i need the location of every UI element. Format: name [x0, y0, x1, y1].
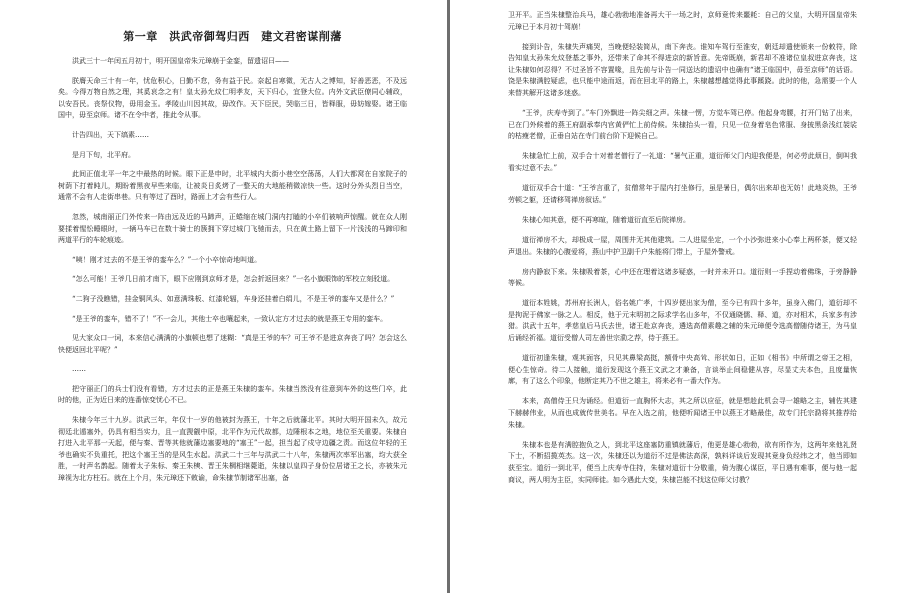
right-page — [450, 0, 899, 593]
paragraph: 把守丽正门的兵士们没有看错，方才过去的正是燕王朱棣的銮车。朱棣当然没有往意到车外的这些门卒，此时的他，正为近日来的连番惊变忧心不已。 — [58, 384, 407, 405]
paragraph: 见大家众口一词，本来信心满满的小旗顿也想了迷糊：“真是王爷的车？可王爷不是进京奔丧了吗？怎会这么快便返回北平呢？” — [58, 334, 407, 354]
paragraph: 计告四出，天下缟素…… — [72, 130, 149, 139]
paragraph: 朱棣本也是有满腔抱负之人，到北平这座塞防重镇就藩后，他更是雄心勃勃，欲有所作为，这两年来他礼贤下士，不断招揽英杰。这一次，朱棣还以为道衍不过是佛法高深，孰料详谈后发现其竟身负经纬之才，他当即如获至宝。道衍一到北平，便当上庆寿寺住持，朱棣对道衍十分敬重，倚为腹心谋臣，平日遇有难事，便与他一起商议，两人明为主臣，实同师徒。如今遇此大变，朱棣岂能不找这位师父讨教？ — [508, 440, 857, 484]
paragraph: 此间正值北平一年之中最热的时候。眼下正是申时，北平城内大街小巷空空荡荡，人们大都窝在自家院子的树荫下打着盹儿，期盼着黑夜早些来临，让被炎日炙烤了一整天的大地能稍微凉快一些。这时分外头烈日当空，通常不会有人走街串巷。只有等过了酉时，路面上才会有些行人。 — [58, 170, 407, 202]
left-page — [0, 0, 447, 593]
paragraph: 朱棣今年三十九岁。洪武三年，年仅十一岁的他被封为燕王，十年之后就藩北平。其时大明开国未久，故元彻廷北遁塞外，仍具有相当实力，且一直觊觎中原，北平作为元代故都，边陲根本之地，地位至关重要。朱棣自打进入北平那一天起，便与秦、晋等其他就藩边塞要地的“塞王”一起，担当起了戍守边疆之责。而这位年轻的王爷也确实不负重托，把这个塞王当的是风生水起。洪武二十三年与洪武二十八年，朱棣两次率军出塞，均大获全胜，一时声名鹊起。随着太子朱标、秦王朱樉、晋王朱棡相继薨逝，朱棣以皇四子身份位居诸王之长，亦被朱元璋视为北方柱石。就在上个月，朱元璋还下敕谕，命朱棣节制诸军出塞，备 — [58, 416, 407, 483]
paragraph: “怎么可能！王爷几日前才南下，眼下应刚到京师才是，怎会折返回来？”一名小旗眼饰的军校立刻驳道。 — [72, 275, 395, 284]
paragraph: 朱棣心知其意，便不再寒暄，随着道衍直至后院禅房。 — [522, 215, 690, 224]
paragraph: 是月下旬，北平府。 — [72, 150, 135, 159]
paragraph: 朕膺天命三十有一年，忧危积心，日勤不怠，务有益于民。奈起自寒微，无古人之博知，好善恶恶，不及远矣。今得万物自然之理，其奚哀念之有！皇太孙允炆仁明孝友，天下归心，宜登大位。内外文武臣僚同心辅政，以安吾民。丧祭仪物，毋用金玉。孝陵山川因其故，毋改作。天下臣民，哭临三日，皆释服，毋妨嫁娶。诸王临国中，毋至京师。诸不在令中者，推此令从事。 — [58, 76, 407, 120]
paragraph: 忽然，城南丽正门外传来一阵由远及近的马蹄声，正蜷缩在城门洞内打瞌的小卒们被响声惊醒。就在众人刚要揉着惺忪睡眼时，一辆马车已在数十骑士的簇拥下穿过城门飞驰而去，只在黄土路上留下一片浅浅的马蹄印和两道平行的车轮痕迹。 — [58, 212, 407, 245]
chapter-title: 第一章 洪武帝御驾归西 建文君密谋削藩 — [123, 30, 342, 43]
paragraph: 卫开平。正当朱棣整治兵马，雄心勃勃地准备再大干一场之时，京师竟传来噩耗：自己的父皇，大明开国皇帝朱元璋已于本月初十驾崩！ — [508, 11, 857, 31]
paragraph: 道衍禅房不大，却极成一屋，周围井无其他建筑。二人进屋坐定，一个小沙弥进来小心奉上两杯茶，便又轻声退出。朱棣的心腹爱将，燕山中护卫副千户朱能将门带上，于屋外警戒。 — [508, 235, 857, 256]
paragraph: “二狗子没瞧错，挂金铜风头、如意满珠板、红漆轮辐，车身还挂着白绢儿，不是王爷的銮车又是什么？” — [72, 294, 395, 303]
paragraph: 本来，高僧侍王只为诵经。但道衍一直胸怀大志，其之所以应征，就是想趁此机会寻一雄略之主，辅佐其建下赫赫伟业，从而也成就传世美名。早在入选之前，他便听闻诸王中以燕王才略最佳，故专门托宗泐将其推荐给朱棣。 — [508, 397, 857, 429]
paragraph: “咦！刚才过去的不是王爷的銮车么？”一个小卒惊奇地叫道。 — [72, 255, 262, 264]
paragraph: 洪武三十一年闰五月初十，明开国皇帝朱元璋崩于金銮，留遗诏曰—— — [72, 57, 289, 65]
paragraph: 道衍双手合十道：“王爷言重了，贫僧常年于屋内打坐修行，虽是暑日，偶尔出来却也无妨！此地炎热，王爷劳顿之躯，还请移驾禅房叙话。” — [508, 184, 857, 204]
paragraph: 朱棣急忙上前，双手合十对着老僧行了一礼道：“暑气正重，道衍师父门内迎我便是，何必劳此烦日，倒叫我看实过意不去。” — [508, 152, 857, 173]
right-page-text — [508, 10, 857, 486]
paragraph: 道衍初逢朱棣，观其面容，只见其鼻梁高挺，额骨中央高耸、形状如日，正如《相书》中所谓之帝王之相，便心生惊奇。待二人接触，道衍发现这个燕王文武之才兼备，言谈举止间稳健从容，尽显丈夫本色，且度量恢廓，有了这么个印象，他断定其乃不世之雄主，将来必有一番大作为。 — [508, 354, 857, 386]
paragraph: 道衍本姓姚，苏州府长洲人，俗名姚广孝，十四岁便出家为僧，至今已有四十多年，虽身入佛门，道衍却不是拘泥于佛家一脉之人。相反，他于元末明初之际求学名山多年，不仅通晓儒、释、道，亦对相术，兵家多有涉猎。洪武十五年，孝慈皇后马氏去世，诸王赴京奔丧，遴选高僧素趣之辅的朱元璋便令选高僧随侍诸王，为马皇后诵经祈福。道衍受僧人司左善世宗泐之荐，侍于燕王。 — [508, 299, 857, 343]
paragraph: “是王爷的銮车，错不了！”不一会儿，其他士卒也嚷起来，一致认定方才过去的就是燕王专用的銮车。 — [72, 314, 388, 323]
paragraph: 房内静寂下来。朱棣吸着茶，心中还在理着这诸多疑惑，一时并未开口。道衍则一手捏动着佛珠，于旁静静等候。 — [508, 267, 857, 288]
left-page-text — [58, 56, 407, 485]
paragraph: 接到讣告，朱棣失声痛哭，当晚便轻装简从，南下奔丧。谁知车驾行至淮安，朝廷却遣使颁来一份敕符，除告知皇太孙朱允炆登基之事外，还带来了命其不得进京的新旨意。先帝既崩，新君却不准诸位皇叔进京奔丧，这让朱棣如何忍得？不过圣旨不容置喙，且先前与讣告一同送达的遗诏中也确有“诸王临国中，毋至京师”的话语。饶是朱棣满腔疑虑，也只能中途而返，而在回北平的路上，朱棣越想越觉得此事蹊跷。此时的他，急需要一个人来替其解开这诸多迷惑。 — [508, 42, 857, 98]
paragraph: …… — [72, 365, 86, 374]
paragraph: “王爷，庆寿寺到了。”车门外飘进一阵尖细之声。朱棣一愣，方觉车驾已停。他起身弯腰，打开门钻了出来，已在门外候着的燕王府副承奉内官黄俨忙上前侍候。朱棣抬头一看，只见一位身着皂色常服、身披黑条浅红袈裟的枯瘦老僧，正垂自站在寺门前台阶下迎候自己。 — [508, 109, 857, 141]
